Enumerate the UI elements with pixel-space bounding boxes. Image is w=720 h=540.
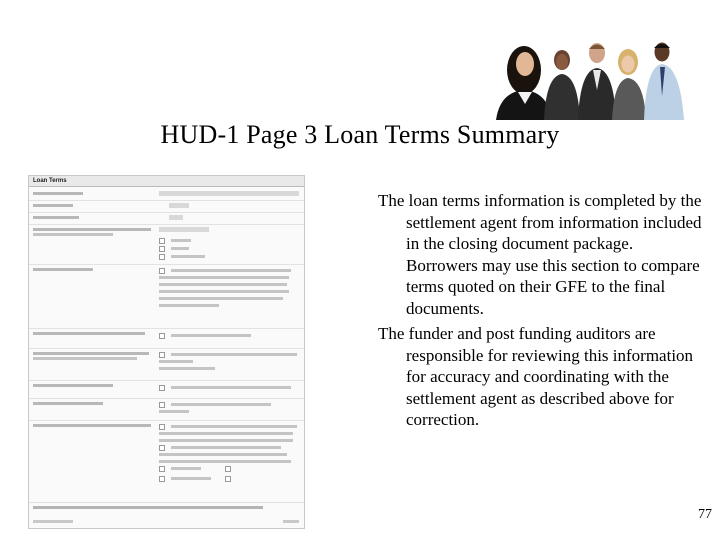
form-footer-right [283, 520, 299, 523]
form-row [29, 380, 304, 399]
business-team-photo [494, 40, 686, 120]
form-footer-left [33, 520, 73, 523]
form-row [29, 224, 304, 265]
form-footer-note [33, 506, 263, 509]
body-text [378, 190, 708, 435]
form-row [29, 420, 304, 503]
slide-title: HUD-1 Page 3 Loan Terms Summary [160, 120, 560, 149]
hud1-loan-terms-form-image [28, 175, 305, 529]
form-row [29, 328, 304, 349]
form-row [29, 348, 304, 381]
page-number: 77 [698, 507, 712, 522]
form-row [29, 264, 304, 329]
form-header: Loan Terms [29, 176, 304, 187]
form-row [29, 398, 304, 421]
paragraph-loan-terms: The loan terms information is completed by the settlement agent from information included in the closing document package. Borrowers may use this section to compare terms quoted on their GFE to the final documents. [378, 191, 702, 318]
paragraph-funder-responsibility: The funder and post funding auditors are responsible for reviewing this information for accuracy and coordinating with the settlement agent as described above for correction. [378, 324, 694, 429]
